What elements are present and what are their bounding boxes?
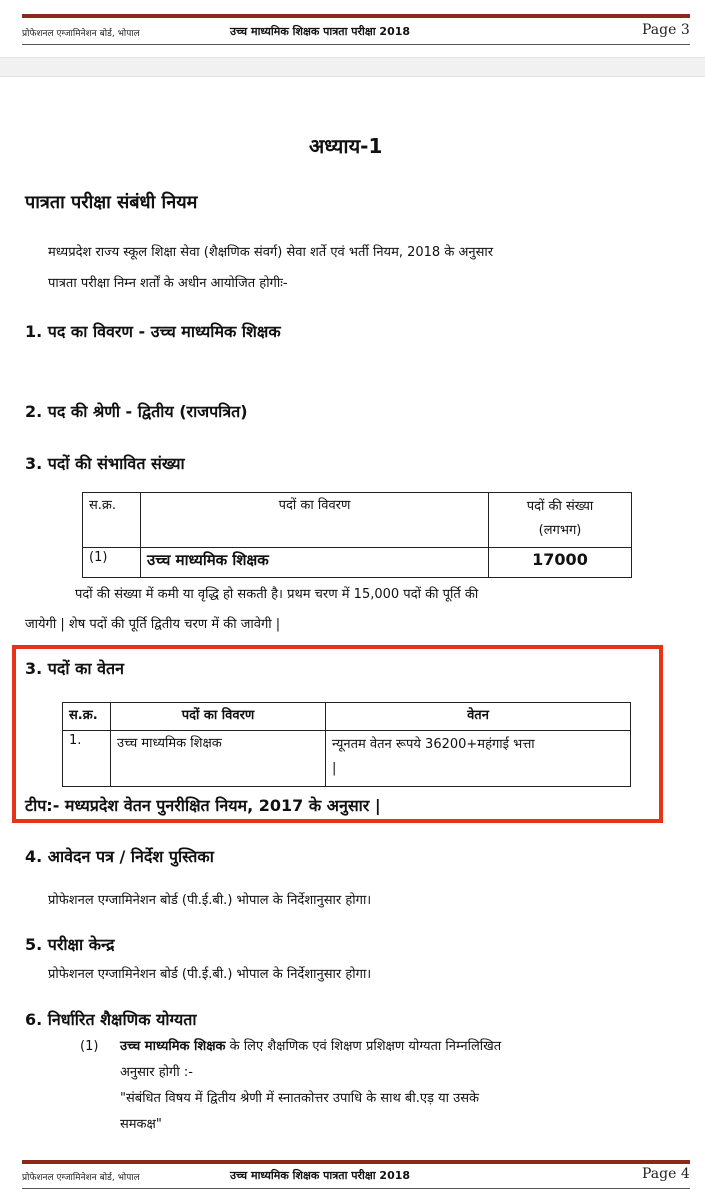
header-rule-top: [22, 14, 690, 18]
item-application-text: प्रोफेशनल एग्जामिनेशन बोर्ड (पी.ई.बी.) भोपाल के निर्देशानुसार होगा।: [48, 893, 372, 908]
item-application-form: 4. आवेदन पत्र / निर्देश पुस्तिका: [25, 847, 214, 866]
pay-line-1: न्यूनतम वेतन रूपये 36200+महंगाई भत्ता: [332, 737, 535, 752]
count-header-line2: (लगभग): [538, 523, 582, 538]
qualification-line-3: "संबंधित विषय में द्वितीय श्रेणी में स्नातकोत्तर उपाधि के साथ बी.एड़ या उसके: [120, 1091, 480, 1106]
table-cell: उच्च माध्यमिक शिक्षक: [141, 548, 489, 578]
qualification-line-1: [120, 1034, 501, 1060]
tip-note: टीप:- मध्यप्रदेश वेतन पुनरीक्षित नियम, 2017 के अनुसार |: [25, 796, 381, 815]
footer-exam-title: उच्च माध्यमिक शिक्षक पात्रता परीक्षा 2018: [230, 1169, 411, 1182]
table-header-row: [63, 703, 631, 731]
table-cell: (1): [83, 548, 141, 578]
table-header-cell: पदों का विवरण: [141, 493, 489, 548]
header-page-number: Page 3: [642, 22, 690, 38]
footer-rule-bottom: [22, 1188, 690, 1189]
footer-rule-top: [22, 1160, 690, 1164]
header-org: प्रोफेशनल एग्जामिनेशन बोर्ड, भोपाल: [22, 29, 140, 39]
table-header-row: [83, 493, 632, 548]
table-header-cell: स.क्र.: [63, 703, 111, 731]
table-cell: 1.: [63, 731, 111, 787]
qualification-line-2: अनुसार होगी :-: [120, 1065, 193, 1080]
chapter-title: अध्याय-1: [309, 134, 383, 158]
qualification-line-4: समकक्ष": [120, 1117, 162, 1132]
note-line-2: जायेगी | शेष पदों की पूर्ति द्वितीय चरण में की जावेगी |: [25, 617, 281, 632]
intro-line-1: मध्यप्रदेश राज्य स्कूल शिक्षा सेवा (शैक्षणिक संवर्ग) सेवा शर्ते एवं भर्ती नियम, 2018 के अनुसार: [48, 245, 494, 260]
item-qualification: 6. निर्धारित शैक्षणिक योग्यता: [25, 1010, 197, 1029]
qualification-text: के लिए शैक्षणिक एवं शिक्षण प्रशिक्षण योग्यता निम्नलिखित: [225, 1039, 502, 1054]
item-exam-centre: 5. परीक्षा केन्द्र: [25, 935, 115, 954]
item-post-category: 2. पद की श्रेणी - द्वितीय (राजपत्रित): [25, 402, 248, 421]
page-gap: [0, 57, 705, 77]
table-header-cell: [489, 493, 632, 548]
table-cell: 17000: [489, 548, 632, 578]
table-cell: [326, 731, 631, 787]
table-row: [83, 548, 632, 578]
item-salary: 3. पदों का वेतन: [25, 659, 124, 678]
header-exam-title: उच्च माध्यमिक शिक्षक पात्रता परीक्षा 2018: [230, 25, 411, 38]
intro-line-2: पात्रता परीक्षा निम्न शर्तों के अधीन आयोजित होगीः-: [48, 276, 288, 291]
item-post-count: 3. पदों की संभावित संख्या: [25, 454, 185, 473]
qualification-post: उच्च माध्यमिक शिक्षक: [120, 1039, 226, 1054]
salary-table: [62, 702, 631, 787]
count-header-line1: पदों की संख्या: [526, 499, 594, 514]
header-rule-bottom: [22, 44, 690, 45]
table-row: [63, 731, 631, 787]
qualification-number: (1): [80, 1039, 99, 1054]
posts-count-table: [82, 492, 632, 578]
table-header-cell: स.क्र.: [83, 493, 141, 548]
table-header-cell: वेतन: [326, 703, 631, 731]
footer-org: प्रोफेशनल एग्जामिनेशन बोर्ड, भोपाल: [22, 1173, 140, 1183]
note-line-1: पदों की संख्या में कमी या वृद्धि हो सकती है। प्रथम चरण में 15,000 पदों की पूर्ति की: [75, 587, 479, 602]
footer-page-number: Page 4: [642, 1166, 690, 1182]
pay-line-2: |: [332, 761, 337, 776]
item-exam-centre-text: प्रोफेशनल एग्जामिनेशन बोर्ड (पी.ई.बी.) भोपाल के निर्देशानुसार होगा।: [48, 967, 372, 982]
table-cell: उच्च माध्यमिक शिक्षक: [111, 731, 326, 787]
section-title: पात्रता परीक्षा संबंधी नियम: [25, 192, 198, 213]
table-header-cell: पदों का विवरण: [111, 703, 326, 731]
item-post-description: 1. पद का विवरण - उच्च माध्यमिक शिक्षक: [25, 322, 281, 341]
